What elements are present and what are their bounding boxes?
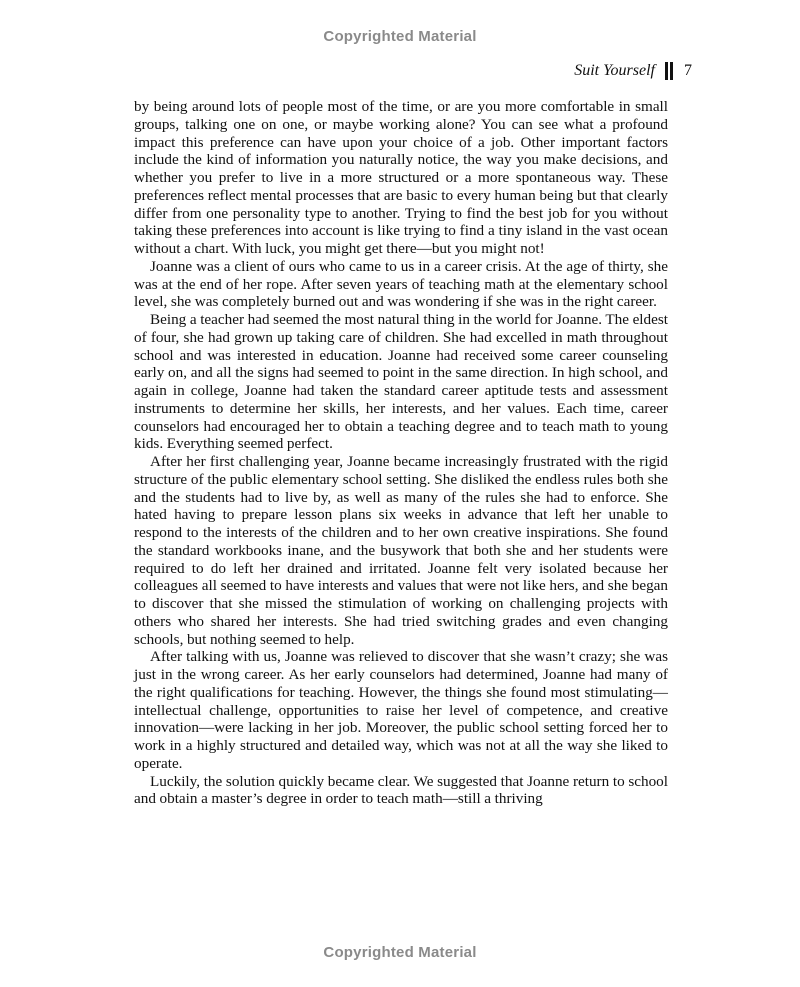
running-head-rule [670, 62, 673, 80]
paragraph: After talking with us, Joanne was relieved to discover that she wasn’t crazy; she was just in the wrong career. As her early counselors had determined, Joanne had many of the right qualifications for teaching. However, the things she found most stimulating—intellectual challenge, opportunities to raise her level of competence, and creative innovation—were lacking in her job. Moreover, the public school setting forced her to work in a highly structured and detailed way, which was not at all the way she liked to operate. [134, 648, 668, 772]
body-text [134, 98, 668, 808]
copyright-watermark-top: Copyrighted Material [323, 28, 477, 45]
page-number: 7 [684, 62, 692, 79]
paragraph: Joanne was a client of ours who came to us in a career crisis. At the age of thirty, she was at the end of her rope. After seven years of teaching math at the elementary school level, she was completely burned out and was wondering if she was in the right career. [134, 257, 668, 311]
paragraph: After her first challenging year, Joanne became increasingly frustrated with the rigid structure of the public elementary school setting. She disliked the endless rules both she and the students had to live by, as well as many of the rules she had to enforce. She hated having to prepare lesson plans six weeks in advance that left her unable to respond to the interests of the children and to her own creative inspirations. She found the standard workbooks inane, and the busywork that both she and her students were required to do left her drained and irritated. Joanne felt very isolated because her colleagues all seemed to have interests and values that were not like hers, and she began to discover that she missed the stimulation of working on challenging projects with others who shared her interests. She had tried switching grades and even changing schools, but nothing seemed to help. [134, 453, 668, 648]
running-head [574, 62, 692, 80]
paragraph: Being a teacher had seemed the most natural thing in the world for Joanne. The eldest of four, she had grown up taking care of children. She had excelled in math throughout school and was interested in education. Joanne had received some career counseling early on, and all the signs had seemed to point in the same direction. In high school, and again in college, Joanne had taken the standard career aptitude tests and assessment instruments to determine her skills, her interests, and her values. Each time, career counselors had encouraged her to obtain a teaching degree and to teach math to young kids. Everything seemed perfect. [134, 311, 668, 453]
paragraph: Luckily, the solution quickly became clear. We suggested that Joanne return to school and obtain a master’s degree in order to teach math—still a thriving [134, 772, 668, 808]
running-head-title: Suit Yourself [574, 62, 655, 79]
running-head-rule [665, 62, 668, 80]
paragraph-continued: by being around lots of people most of the time, or are you more comfortable in small groups, talking one on one, or maybe working alone? You can see what a profound impact this preference can have upon your choice of a job. Other important factors include the kind of information you naturally notice, the way you make decisions, and whether you prefer to live in a more structured or a more spontaneous way. These preferences reflect mental processes that are basic to every human being but that clearly differ from one personality type to another. Trying to find the best job for you without taking these preferences into account is like trying to find a tiny island in the vast ocean without a chart. With luck, you might get there—but you might not! [134, 98, 668, 257]
copyright-watermark-bottom: Copyrighted Material [323, 944, 477, 961]
